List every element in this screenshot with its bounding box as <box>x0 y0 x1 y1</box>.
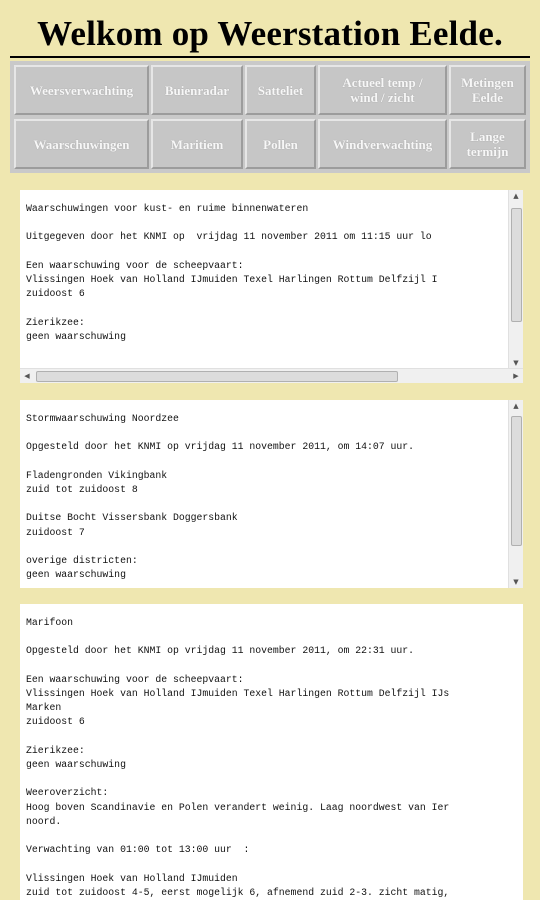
nav-lange-termijn-button[interactable]: Lange termijn <box>449 119 526 169</box>
nav-maritiem-button[interactable]: Maritiem <box>151 119 243 169</box>
scroll-down-arrow-icon[interactable]: ▼ <box>513 359 519 367</box>
scroll-up-arrow-icon[interactable]: ▲ <box>513 192 519 200</box>
panel-text: Stormwaarschuwing Noordzee Opgesteld door het KNMI op vrijdag 11 november 2011, om 14:07 uur. Fladengronden Vikingbank zuid tot zuidoost 8 Duitse Bocht Vissersbank Doggersbank zuidoost 7 overige districten: geen waarschuwing <box>26 413 415 581</box>
scrollbar-thumb[interactable] <box>36 371 398 382</box>
nav-sattelliet-button[interactable]: Satteliet <box>245 65 316 115</box>
scroll-left-arrow-icon[interactable]: ◀ <box>24 372 30 380</box>
stormwaarschuwing-panel[interactable] <box>20 400 523 588</box>
kust-waarschuwingen-panel[interactable] <box>20 190 523 383</box>
nav-metingen-button[interactable]: Metingen Eelde <box>449 65 526 115</box>
vertical-scrollbar[interactable] <box>508 190 523 369</box>
nav-waarschuwingen-button[interactable]: Waarschuwingen <box>14 119 149 169</box>
scroll-up-arrow-icon[interactable]: ▲ <box>513 402 519 410</box>
page-title: Welkom op Weerstation Eelde. <box>37 14 503 53</box>
title-underline <box>10 56 530 58</box>
nav-pollen-button[interactable]: Pollen <box>245 119 316 169</box>
nav-actueel-button[interactable]: Actueel temp / wind / zicht <box>318 65 447 115</box>
nav-weersverwachting-button[interactable]: Weersverwachting <box>14 65 149 115</box>
main-navigation <box>10 61 530 173</box>
nav-windverwachting-button[interactable]: Windverwachting <box>318 119 447 169</box>
horizontal-scrollbar[interactable] <box>20 368 523 383</box>
scrollbar-thumb[interactable] <box>511 208 522 322</box>
scroll-down-arrow-icon[interactable]: ▼ <box>513 578 519 586</box>
panel-text: Waarschuwingen voor kust- en ruime binnenwateren Uitgegeven door het KNMI op vrijdag 11 november 2011 om 11:15 uur lo Een waarschuwing voor de scheepvaart: Vlissingen Hoek van Holland IJmuiden Texel Harlingen Rottum Delfzijl I zuidoost 6 Zierikzee: geen waarschuwing <box>26 203 438 342</box>
scroll-right-arrow-icon[interactable]: ▶ <box>513 372 519 380</box>
scrollbar-thumb[interactable] <box>511 416 522 546</box>
nav-buienradar-button[interactable]: Buienradar <box>151 65 243 115</box>
panel-text: Marifoon Opgesteld door het KNMI op vrijdag 11 november 2011, om 22:31 uur. Een waarschuwing voor de scheepvaart: Vlissingen Hoek van Holland IJmuiden Texel Harlingen Rottum Delfzijl IJs Marken zuidoost 6 Zierikzee: geen waarschuwing Weeroverzicht: Hoog boven Scandinavie en Polen verandert weinig. Laag noordwest van Ier noord. Verwachting van 01:00 tot 13:00 uur : Vlissingen Hoek van Holland IJmuiden zuid tot zuidoost 4-5, eerst mogelijk 6, afnemend zuid 2-3. zicht matig, <box>26 617 450 898</box>
marifoon-panel[interactable] <box>20 604 523 900</box>
vertical-scrollbar[interactable] <box>508 400 523 588</box>
